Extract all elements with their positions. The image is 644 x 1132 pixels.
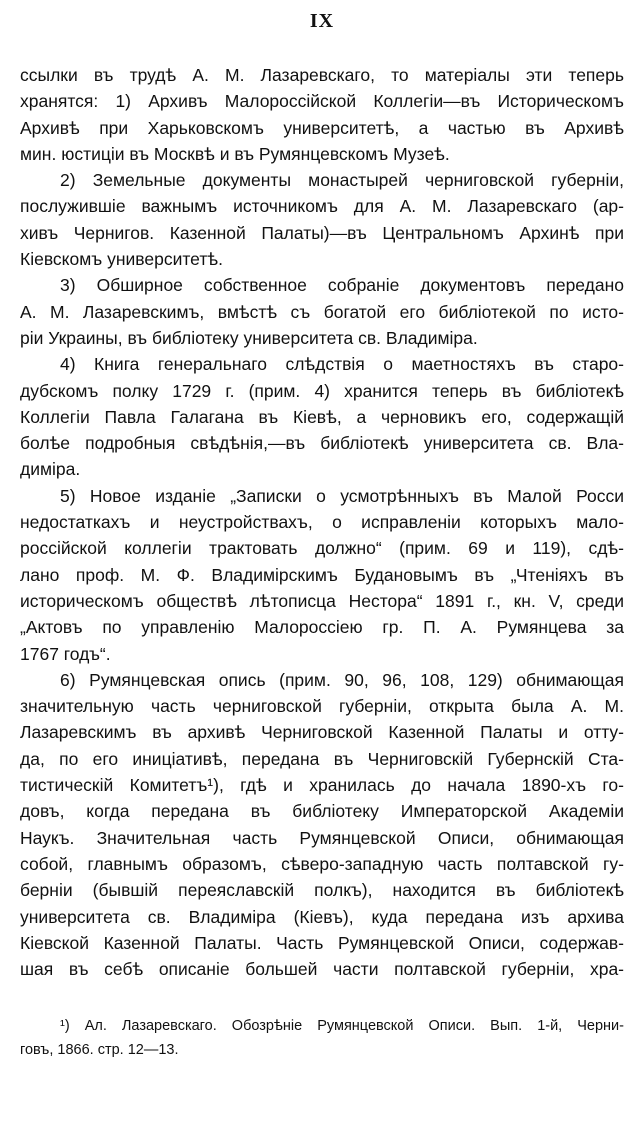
text-line: Архивѣ при Харьковскомъ университетѣ, а частью въ Архивѣ	[20, 117, 624, 138]
text-line: хивъ Чернигов. Казенной Палаты)—въ Центральномъ Архинѣ при	[20, 222, 624, 243]
text-line: ріи Украины, въ библіотеку университета св. Владиміра.	[20, 327, 478, 348]
text-line: 1767 годъ“.	[20, 643, 111, 664]
text-line: 4) Книга генеральнаго слѣдствія о маетностяхъ въ старо-	[60, 354, 624, 375]
text-line: послужившіе важнымъ источникомъ для А. М. Лазаревскаго (ар-	[20, 196, 624, 217]
text-line: мин. юстиціи въ Москвѣ и въ Румянцевскомъ Музеѣ.	[20, 143, 450, 164]
text-line: берніи (бывшій переяславскій полкъ), находится въ библіотекѣ	[20, 880, 624, 901]
text-line: лано проф. М. Ф. Владимірскимъ Будановымъ въ „Чтеніяхъ въ	[20, 564, 624, 585]
text-line: диміра.	[20, 459, 81, 480]
text-line: россійской коллегіи трактовать должно“ (прим. 69 и 119), сдѣ-	[20, 538, 624, 559]
page-number: IX	[309, 10, 335, 32]
footnote-line: ¹) Ал. Лазаревскаго. Обозрѣніе Румянцевской Описи. Вып. 1-й, Черни-	[60, 1018, 624, 1034]
body-text	[20, 62, 624, 982]
text-line: историческомъ обществѣ лѣтописца Нестора“ 1891 г., кн. V, среди	[20, 590, 624, 611]
text-line: Кіевской Казенной Палаты. Часть Румянцевской Описи, содержав-	[20, 932, 624, 953]
text-line: тистическій Комитетъ¹), гдѣ и хранилась до начала 1890-хъ го-	[20, 775, 624, 796]
text-line: хранятся: 1) Архивъ Малороссійской Коллегіи—въ Историческомъ	[20, 91, 624, 112]
text-line: значительную часть черниговской губерніи, открыта была А. М.	[20, 696, 624, 717]
text-line: 5) Новое изданіе „Записки о усмотрѣнныхъ въ Малой Росси	[60, 485, 624, 506]
text-line: шая въ себѣ описаніе большей части полтавской губерніи, хра-	[20, 959, 624, 980]
text-line: Наукъ. Значительная часть Румянцевской Описи, обнимающая	[20, 827, 624, 848]
text-line: Кіевскомъ университетѣ.	[20, 249, 223, 270]
footnote	[20, 1014, 624, 1062]
text-line: университета св. Владиміра (Кіевъ), куда передана изъ архива	[20, 906, 624, 927]
text-line: дубскомъ полку 1729 г. (прим. 4) хранится теперь въ библіотекѣ	[20, 380, 624, 401]
text-line: Коллегіи Павла Галагана въ Кіевѣ, а черновикъ его, содержащій	[20, 406, 624, 427]
text-line: ссылки въ трудѣ А. М. Лазаревскаго, то матеріалы эти теперь	[20, 65, 624, 85]
text-line: да, по его иниціативѣ, передана въ Черниговскій Губернскій Ста-	[20, 748, 624, 769]
text-line: 6) Румянцевская опись (прим. 90, 96, 108, 129) обнимающая	[60, 669, 624, 690]
text-line: собой, главнымъ образомъ, сѣверо-западную часть полтавской гу-	[20, 853, 624, 874]
text-line: довъ, когда передана въ библіотеку Императорской Академіи	[20, 801, 624, 822]
text-line: недостаткахъ и неустройствахъ, о исправленіи которыхъ мало-	[20, 512, 624, 533]
text-line: 3) Обширное собственное собраніе документовъ переданo	[60, 275, 624, 296]
text-line: А. М. Лазаревскимъ, вмѣстѣ съ богатой его библіотекой по исто-	[20, 301, 624, 322]
text-line: „Актовъ по управленію Малороссіею гр. П. А. Румянцева за	[20, 617, 624, 638]
text-line: Лазаревскимъ въ архивѣ Черниговской Казенной Палаты и отту-	[20, 722, 624, 743]
text-line: болѣе подробныя свѣдѣнія,—въ библіотекѣ университета св. Вла-	[20, 433, 624, 454]
text-line: 2) Земельные документы монастырей черниговской губерніи,	[60, 170, 624, 191]
footnote-line: говъ, 1866. стр. 12—13.	[20, 1042, 179, 1058]
